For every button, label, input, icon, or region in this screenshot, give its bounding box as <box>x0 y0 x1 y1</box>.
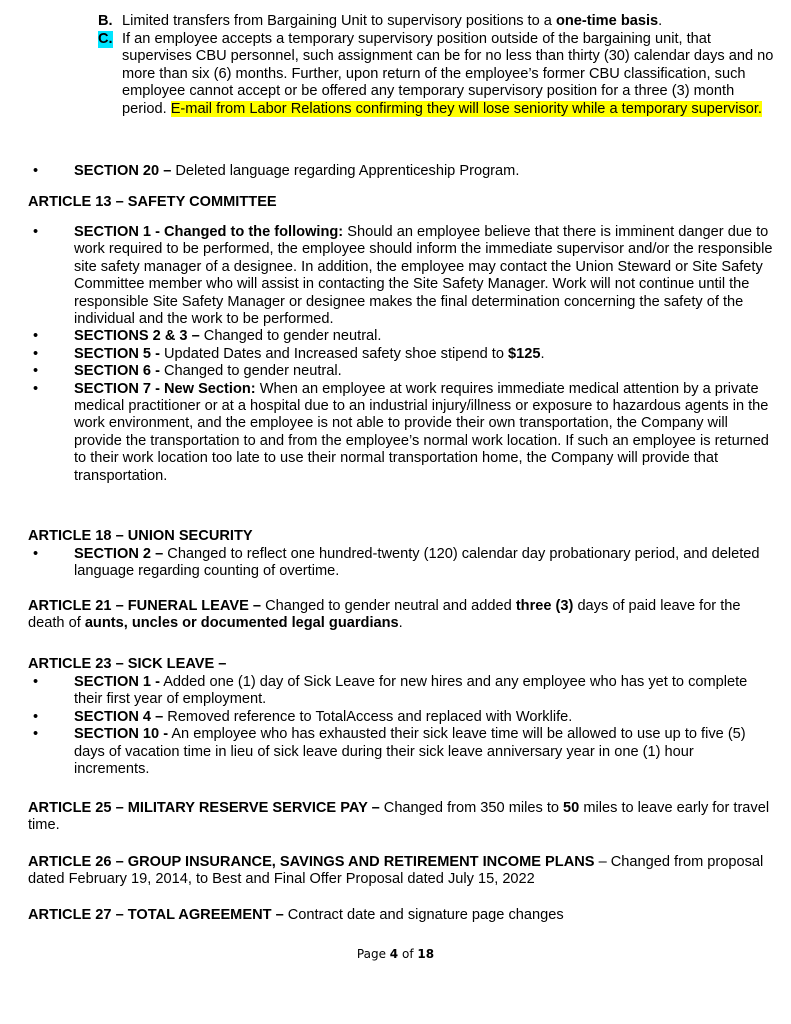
article23-heading: ARTICLE 23 – SICK LEAVE – <box>28 656 227 672</box>
article25-text: Changed from 350 miles to <box>379 800 564 816</box>
section-label: SECTIONS 2 & 3 – <box>74 328 200 345</box>
article21-text2: days of paid leave for the death of <box>28 598 741 632</box>
article26-heading: ARTICLE 26 – GROUP INSURANCE, SAVINGS AND RETIREMENT INCOME PLANS <box>28 854 595 870</box>
footer-page-number: 4 <box>389 947 399 961</box>
article25-text2: miles to leave early for travel time. <box>28 800 770 834</box>
list-item <box>28 709 773 726</box>
article21-text: Changed to gender neutral and added <box>261 598 516 614</box>
item-b-label: B. <box>98 13 113 29</box>
article21-relatives: aunts, uncles or documented legal guardians <box>84 615 399 632</box>
footer-of-word: of <box>398 947 418 961</box>
section-text: An employee who has exhausted their sick leave time will be allowed to use up to five (5) days of vacation time in lieu of sick leave during their sick leave anniversary year in one (1) hour increments. <box>74 726 746 778</box>
article27-text: Contract date and signature page changes <box>283 907 564 923</box>
section20-list <box>28 163 773 180</box>
section-label: SECTION 4 – <box>74 708 164 725</box>
article25-miles: 50 <box>563 800 580 816</box>
item-b-end: . <box>658 13 663 29</box>
item-b <box>74 13 774 30</box>
list-item <box>28 346 773 363</box>
item-c-text: If an employee accepts a temporary supervisory position outside of the bargaining unit, that supervises CBU personnel, such assignment can be for no less than thirty (30) calendar days and no more than six (6) months. Further, upon return of the employee’s former CBU classification, such employee cannot accept or be offered any temporary supervisory position for a three (3) month period. <box>122 31 774 117</box>
list-item <box>28 328 773 345</box>
section-text: Changed to gender neutral. <box>199 328 382 345</box>
article21-end: . <box>398 615 403 632</box>
item-c-label: C. <box>98 31 113 47</box>
article21-heading: ARTICLE 21 – FUNERAL LEAVE – <box>28 598 262 614</box>
list-item <box>28 163 773 180</box>
article25-paragraph <box>28 800 773 835</box>
article26-text: – Changed from proposal dated February 19, 2014, to Best and Final Offer Proposal dated July 15, 2022 <box>28 854 764 888</box>
section-end: . <box>540 345 545 362</box>
list-item <box>28 674 773 709</box>
section-text: Removed reference to TotalAccess and replaced with Worklife. <box>163 708 573 725</box>
list-item <box>28 381 773 485</box>
section-label: SECTION 5 - <box>74 345 160 362</box>
article18-heading: ARTICLE 18 – UNION SECURITY <box>28 528 253 544</box>
section-text: When an employee at work requires immediate medical attention by a private medical practitioner or at a hospital due to an industrial injury/illness or exposure to hazardous agents in the work environment, and the employee is not able to provide their own transportation, the Company will provide the transportation to and from the employee’s normal work location. If such an employee is returned to their work location too late to use their normal transportation home, the Company will provide that transportation. <box>74 380 769 484</box>
footer-page-total: 18 <box>417 947 435 961</box>
section-text: Deleted language regarding Apprenticeship Program. <box>171 163 520 179</box>
list-item <box>28 363 773 380</box>
stipend-amount: $125 <box>508 345 541 362</box>
article21-days: three (3) <box>515 598 574 614</box>
article18-list <box>28 546 773 581</box>
section-text: Updated Dates and Increased safety shoe stipend to <box>159 345 508 362</box>
article13-list <box>28 224 773 485</box>
article26-paragraph <box>28 854 773 889</box>
item-b-bold: one-time basis <box>555 13 659 29</box>
list-item <box>28 726 773 778</box>
article27-paragraph <box>28 907 773 924</box>
item-c <box>74 31 774 118</box>
item-c-highlight: E-mail from Labor Relations confirming they will lose seniority while a temporary supervisor. <box>170 100 762 117</box>
section-label: SECTION 7 - New Section: <box>74 380 256 397</box>
article23-list <box>28 674 773 778</box>
item-b-text: Limited transfers from Bargaining Unit to supervisory positions to a <box>122 13 556 29</box>
article21-paragraph <box>28 598 773 633</box>
page-footer <box>0 946 791 963</box>
footer-page-word: Page <box>356 947 390 961</box>
section-label: SECTION 1 - <box>74 674 160 690</box>
article13-heading: ARTICLE 13 – SAFETY COMMITTEE <box>28 194 277 210</box>
article27-heading: ARTICLE 27 – TOTAL AGREEMENT – <box>28 907 284 923</box>
section-text: Added one (1) day of Sick Leave for new hires and any employee who has yet to complete their first year of employment. <box>74 674 748 708</box>
section-label: SECTION 20 – <box>74 163 172 179</box>
section-text: Changed to gender neutral. <box>159 363 342 380</box>
section-label: SECTION 10 - <box>74 726 169 743</box>
section-label: SECTION 6 - <box>74 363 160 380</box>
section-label: SECTION 2 – <box>74 546 164 562</box>
article25-heading: ARTICLE 25 – MILITARY RESERVE SERVICE PAY – <box>28 800 380 816</box>
section-text: Should an employee believe that there is imminent danger due to work required to be performed, the employee should inform the immediate supervisor and/or the responsible site safety manager of a designee. In addition, the employee may contact the Union Steward or Site Safety Committee member who will assist in contacting the Site Safety Manager. Work will not continue until the responsible Site Safety Manager or designee makes the final determination concerning the safety of the individual and the work to be performed. <box>74 224 773 328</box>
section-text: Changed to reflect one hundred-twenty (120) calendar day probationary period, and deleted language regarding counting of overtime. <box>74 546 760 580</box>
list-item <box>28 224 773 328</box>
list-item <box>28 546 773 581</box>
section-label: SECTION 1 - Changed to the following: <box>74 224 344 240</box>
